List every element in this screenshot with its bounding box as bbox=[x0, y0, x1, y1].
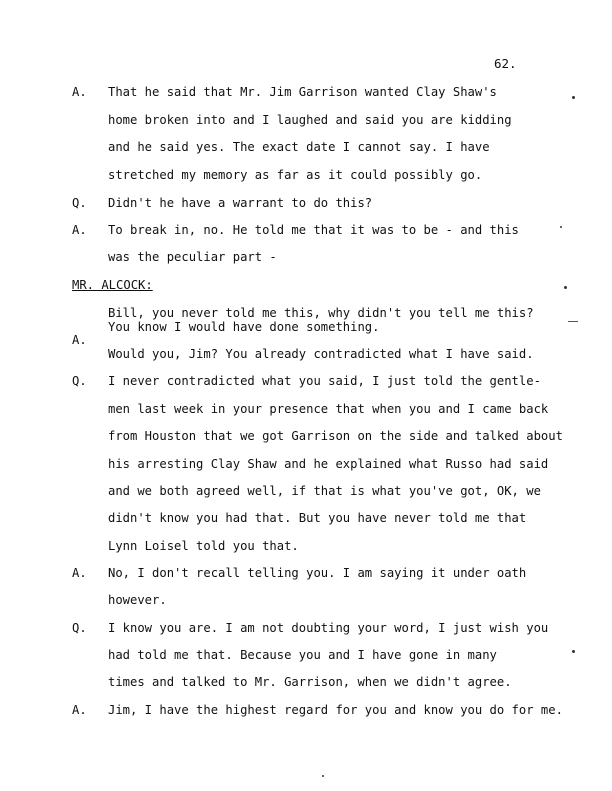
scan-speck bbox=[572, 96, 575, 99]
transcript-line bbox=[0, 454, 612, 474]
speaker-label: A. bbox=[72, 223, 87, 237]
transcript-line bbox=[0, 700, 612, 720]
transcript-line bbox=[0, 220, 612, 240]
speaker-label: Q. bbox=[72, 196, 87, 210]
transcript-line bbox=[0, 645, 612, 665]
speaker-label: A. bbox=[72, 703, 87, 717]
speaker-label: Q. bbox=[72, 621, 87, 635]
line-text: and we both agreed well, if that is what you've got, OK, we bbox=[108, 484, 541, 498]
transcript-line bbox=[0, 563, 612, 583]
transcript-line bbox=[0, 399, 612, 419]
transcript-line bbox=[0, 536, 612, 556]
transcript-line bbox=[0, 590, 612, 610]
line-text: To break in, no. He told me that it was to be - and this bbox=[108, 223, 519, 237]
scan-speck bbox=[564, 286, 567, 289]
line-text: No, I don't recall telling you. I am saying it under oath bbox=[108, 566, 527, 580]
transcript-line bbox=[0, 110, 612, 130]
line-text: didn't know you had that. But you have never told me that bbox=[108, 511, 527, 525]
speaker-label: A. bbox=[72, 566, 87, 580]
scan-speck bbox=[560, 226, 562, 228]
line-text: and he said yes. The exact date I cannot say. I have bbox=[108, 140, 490, 154]
transcript-line bbox=[0, 618, 612, 638]
line-text: That he said that Mr. Jim Garrison wanted Clay Shaw's bbox=[108, 85, 497, 99]
transcript-line bbox=[0, 82, 612, 102]
transcript-line bbox=[0, 344, 612, 364]
transcript-line bbox=[0, 247, 612, 267]
transcript-line bbox=[0, 426, 612, 446]
scan-mark bbox=[568, 321, 578, 322]
transcript-line bbox=[0, 481, 612, 501]
transcript-line bbox=[0, 193, 612, 213]
line-text: times and talked to Mr. Garrison, when we didn't agree. bbox=[108, 675, 512, 689]
transcript-line bbox=[0, 508, 612, 528]
transcript-line bbox=[0, 672, 612, 692]
speaker-header: MR. ALCOCK: bbox=[72, 278, 153, 292]
line-text: stretched my memory as far as it could possibly go. bbox=[108, 168, 483, 182]
scan-speck bbox=[322, 775, 324, 777]
section-header-row bbox=[0, 275, 612, 295]
line-text: had told me that. Because you and I have gone in many bbox=[108, 648, 497, 662]
speaker-label: Q. bbox=[72, 374, 87, 388]
transcript-line bbox=[0, 371, 612, 391]
transcript-line bbox=[0, 137, 612, 157]
speaker-label: A. bbox=[72, 85, 87, 99]
line-text: You know I would have done something. bbox=[108, 320, 380, 334]
line-text: Bill, you never told me this, why didn't you tell me this? bbox=[108, 306, 534, 320]
line-text: I never contradicted what you said, I just told the gentle- bbox=[108, 374, 541, 388]
line-text: Didn't he have a warrant to do this? bbox=[108, 196, 373, 210]
page-number: 62. bbox=[494, 56, 517, 71]
line-text: however. bbox=[108, 593, 167, 607]
scan-speck bbox=[572, 650, 575, 653]
line-text: home broken into and I laughed and said you are kidding bbox=[108, 113, 512, 127]
line-text: Jim, I have the highest regard for you and know you do for me. bbox=[108, 703, 563, 717]
line-text: I know you are. I am not doubting your word, I just wish you bbox=[108, 621, 549, 635]
transcript-line bbox=[0, 165, 612, 185]
line-text: his arresting Clay Shaw and he explained what Russo had said bbox=[108, 457, 549, 471]
speaker-label: A. bbox=[72, 333, 87, 347]
line-text: men last week in your presence that when you and I came back bbox=[108, 402, 549, 416]
line-text: from Houston that we got Garrison on the side and talked about bbox=[108, 429, 563, 443]
line-text: was the peculiar part - bbox=[108, 250, 277, 264]
line-text: Lynn Loisel told you that. bbox=[108, 539, 299, 553]
line-text: Would you, Jim? You already contradicted what I have said. bbox=[108, 347, 534, 361]
